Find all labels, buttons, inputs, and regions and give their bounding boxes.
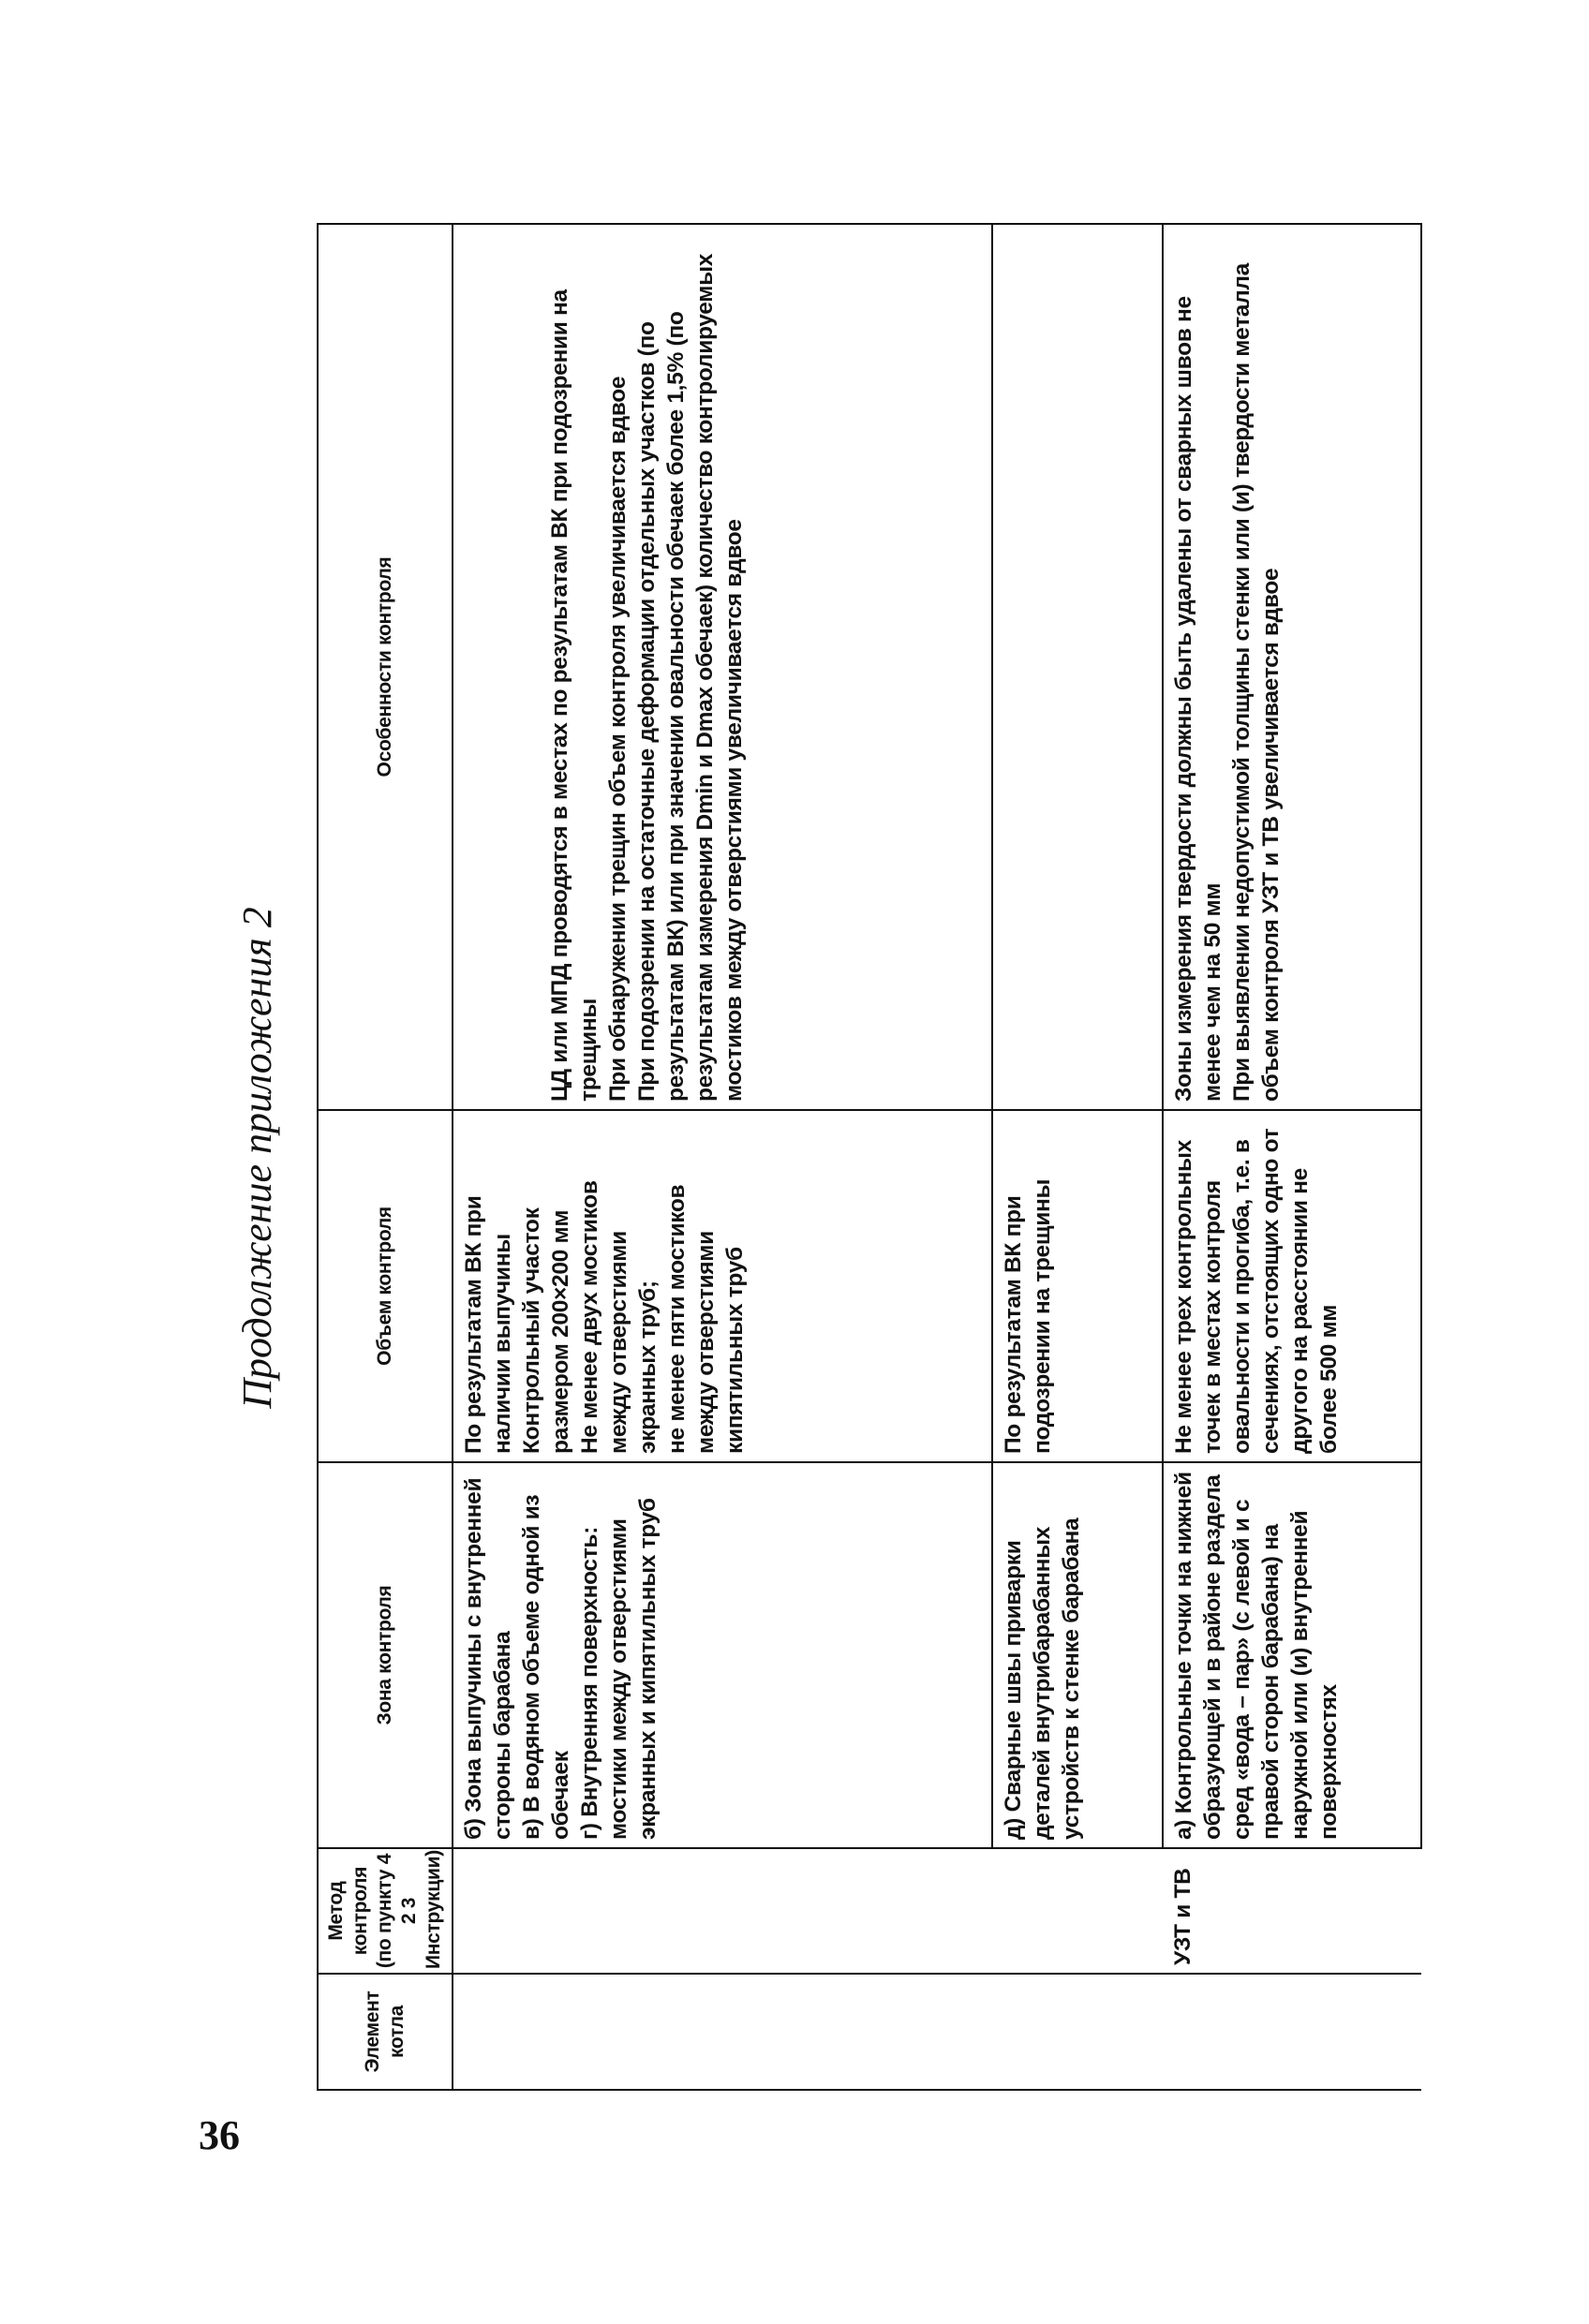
feature-item: Зоны измерения твердости должны быть удалены от сварных швов не менее чем на 50 мм [1171,296,1225,1102]
cell-zone [1163,1462,1421,1848]
table-row [1163,224,1421,2090]
cell-volume [1163,1110,1421,1462]
cell-element [453,1974,992,2090]
page-heading: Продолжение приложения 2 [234,907,280,1409]
cell-method [992,1848,1163,1974]
header-features: Особенности контроля [318,224,453,1110]
cell-method: УЗТ и ТВ [1163,1848,1421,1974]
header-volume: Объем контроля [318,1110,453,1462]
cell-features [992,224,1163,1110]
volume-item: По результатам ВК при наличии выпучины [461,1195,515,1454]
volume-item: Не менее двух мостиков между отверстиями экранных труб; [577,1180,661,1454]
cell-zone [992,1462,1163,1848]
cell-zone [453,1462,992,1848]
header-element: Элемент котла [318,1974,453,2090]
zone-item: а) Контрольные точки на нижней образующей и в районе раздела сред «вода – пар» (с левой и с правой сторон барабана) на наружной или (и) внутренней поверхностях [1171,1472,1342,1840]
table-row [453,224,992,2090]
page-number: 36 [199,2112,240,2158]
cell-element [992,1974,1163,2090]
cell-volume [992,1110,1163,1462]
zone-item: в) В водяном объеме одной из обечаек [519,1494,573,1840]
cell-features [453,224,992,1110]
volume-item: Не менее трех контрольных точек в местах контроля овальности и прогиба, т.е. в сечениях, отстоящих одно от другого на расстоянии не более 500 мм [1171,1128,1342,1454]
cell-features [1163,224,1421,1110]
volume-item: не менее пяти мостиков между отверстиями кипятильных труб [664,1184,748,1454]
cell-method [453,1848,992,1974]
volume-item: Контрольный участок размером 200×200 мм [519,1207,573,1454]
table-header-row [318,224,453,2090]
zone-item: г) Внутренняя поверхность: мостики между отверстиями экранных и кипятильных труб [577,1498,661,1840]
header-method: Метод контроля (по пункту 4 2 3 Инструкции) [318,1848,453,1974]
table-row [992,224,1163,2090]
feature-item: При обнаружении трещин объем контроля увеличивается вдвое [605,376,631,1102]
volume-item: По результатам ВК при подозрении на трещины [1001,1178,1055,1454]
rotated-content [206,225,1424,2091]
inspection-table [317,223,1422,2091]
feature-item: При подозрении на остаточные деформации отдельных участков (по результатам ВК) или при значении овальности обечаек более 1,5% (по результатам измерения Dmin и Dmax обечаек) количество контролируемых мостиков между отверстиями увеличивается вдвое [634,253,747,1102]
cell-element [1163,1974,1421,2090]
feature-item: При выявлении недопустимой толщины стенки или (и) твердости металла объем контроля УЗТ и ТВ увеличивается вдвое [1229,263,1284,1102]
zone-item: б) Зона выпучины с внутренней стороны барабана [461,1477,515,1840]
cell-volume [453,1110,992,1462]
feature-item: ЦД или МПД проводятся в местах по результатам ВК при подозрении на трещины [547,289,601,1102]
zone-item: д) Сварные швы приварки деталей внутрибарабанных устройств к стенке барабана [1001,1517,1084,1840]
header-zone: Зона контроля [318,1462,453,1848]
